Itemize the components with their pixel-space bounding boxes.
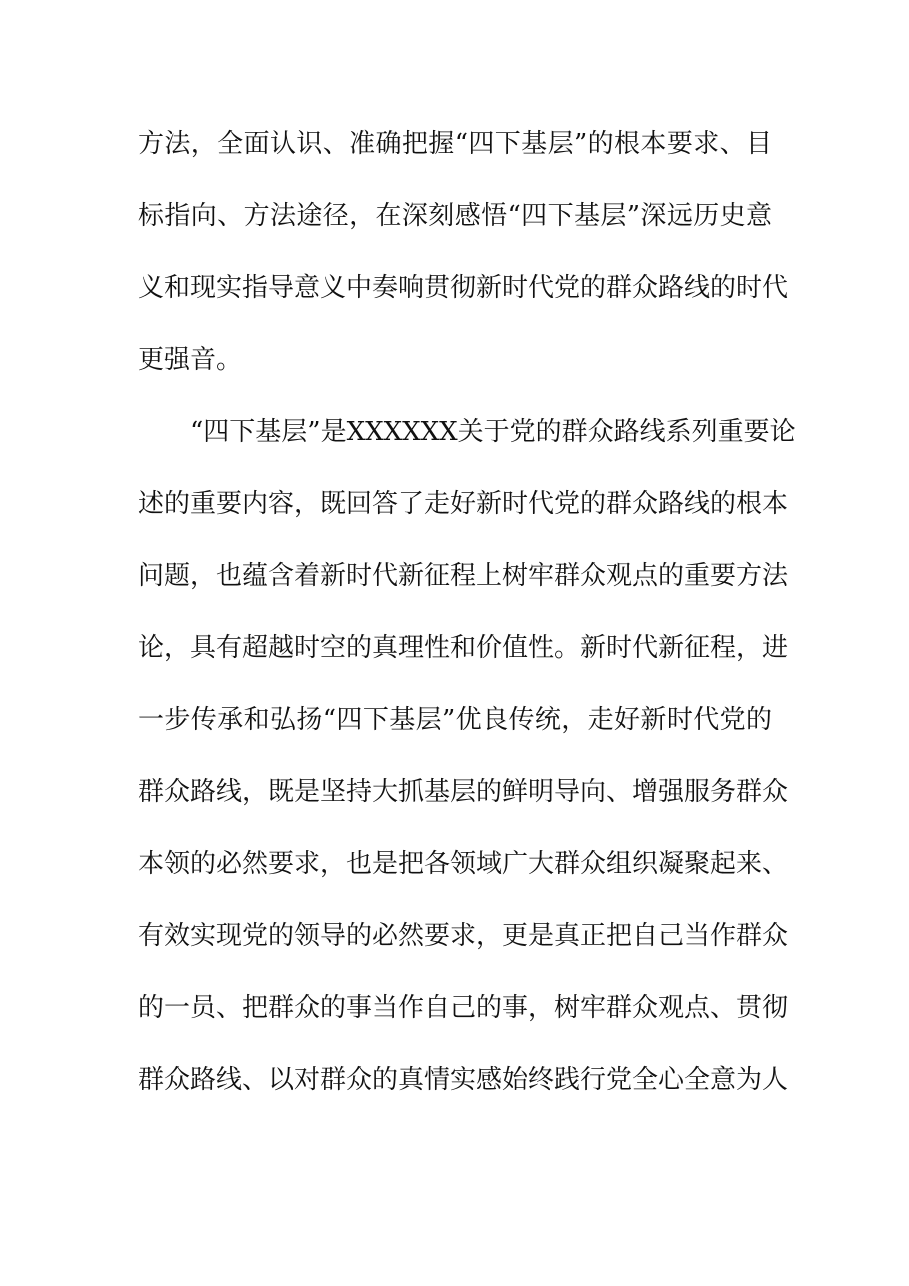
text-line: 论，具有超越时空的真理性和价值性。新时代新征程，进 [138, 633, 789, 663]
text-line: 本领的必然要求，也是把各领域广大群众组织凝聚起来、 [138, 849, 789, 879]
text-line: 标指向、方法途径，在深刻感悟“四下基层”深远历史意 [138, 201, 772, 231]
text-line: 方法，全面认识、准确把握“四下基层”的根本要求、目 [138, 129, 772, 159]
text-line: 有效实现党的领导的必然要求，更是真正把自己当作群众 [138, 921, 789, 951]
paragraph-first-line: “四下基层”是XXXXXX关于党的群众路线系列重要论 [190, 417, 796, 447]
text-line: 一步传承和弘扬“四下基层”优良传统，走好新时代党的 [138, 705, 772, 735]
text-line: 述的重要内容，既回答了走好新时代党的群众路线的根本 [138, 489, 789, 519]
text-line: 更强音。 [138, 345, 243, 375]
text-line: 的一员、把群众的事当作自己的事，树牢群众观点、贯彻 [138, 993, 789, 1023]
text-line: 群众路线、以对群众的真情实感始终践行党全心全意为人 [138, 1065, 789, 1095]
text-line: 义和现实指导意义中奏响贯彻新时代党的群众路线的时代 [138, 273, 789, 303]
text-line: 问题，也蕴含着新时代新征程上树牢群众观点的重要方法 [138, 561, 789, 591]
text-line: 群众路线，既是坚持大抓基层的鲜明导向、增强服务群众 [138, 777, 789, 807]
